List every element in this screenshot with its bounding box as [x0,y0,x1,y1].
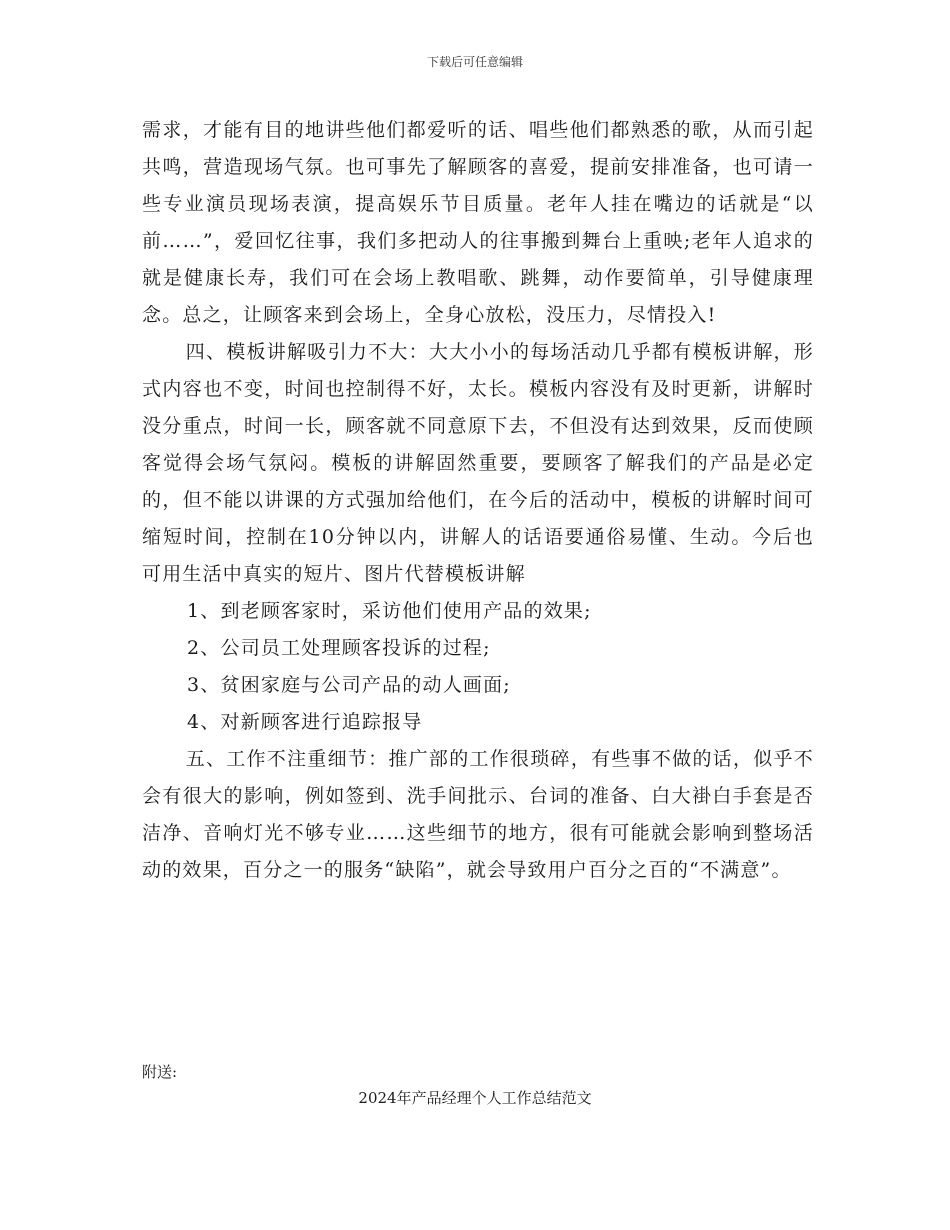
document-body [142,112,814,889]
appendix-title: 2024年产品经理个人工作总结范文 [358,1089,592,1107]
paragraph-template-explanation: 四、模板讲解吸引力不大：大大小小的每场活动几乎都有模板讲解，形式内容也不变，时间也控制得不好，太长。模板内容没有及时更新，讲解时没分重点，时间一长，顾客就不同意原下去，不但没有达到效果，反而使顾客觉得会场气氛闷。模板的讲解固然重要，要顾客了解我们的产品是必定的，但不能以讲课的方式强加给他们，在今后的活动中，模板的讲解时间可缩短时间，控制在10分钟以内，讲解人的话语要通俗易懂、生动。今后也可用生活中真实的短片、图片代替模板讲解 [142,341,814,585]
paragraph-needs: 需求，才能有目的地讲些他们都爱听的话、唱些他们都熟悉的歌，从而引起共鸣，营造现场气氛。也可事先了解顾客的喜爱，提前安排准备，也可请一些专业演员现场表演，提高娱乐节目质量。老年人挂在嘴边的话就是“以前……”，爱回忆往事，我们多把动人的往事搬到舞台上重映;老年人追求的就是健康长寿，我们可在会场上教唱歌、跳舞，动作要简单，引导健康理念。总之，让顾客来到会场上，全身心放松，没压力，尽情投入! [142,119,814,326]
appendix-label: 附送: [142,1063,178,1081]
list-item: 3、贫困家庭与公司产品的动人画面; [187,674,511,696]
list-item: 2、公司员工处理顾客投诉的过程; [187,637,491,659]
paragraph-details: 五、工作不注重细节：推广部的工作很琐碎，有些事不做的话，似乎不会有很大的影响，例如签到、洗手间批示、台词的准备、白大褂白手套是否洁净、音响灯光不够专业……这些细节的地方，很有可能就会影响到整场活动的效果，百分之一的服务“缺陷”，就会导致用户百分之百的“不满意”。 [142,748,814,881]
list-item: 1、到老顾客家时，采访他们使用产品的效果; [187,600,592,622]
page-header-note: 下载后可任意编辑 [426,55,523,69]
list-item: 4、对新顾客进行追踪报导 [187,711,423,733]
